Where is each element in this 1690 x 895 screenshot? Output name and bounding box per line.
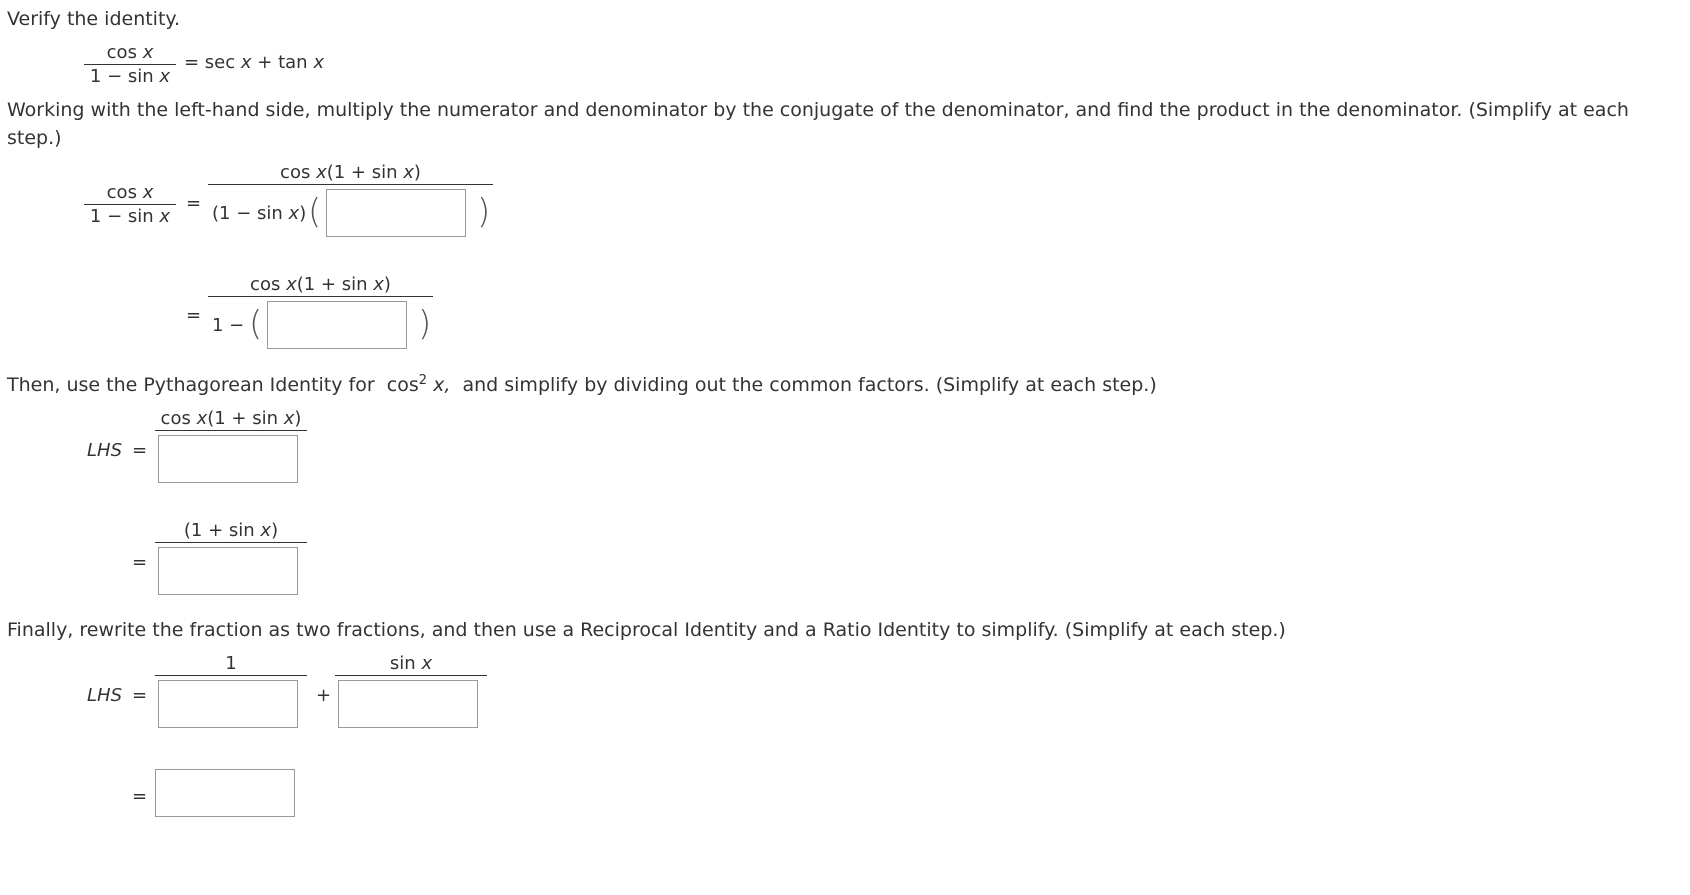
step4-denominator-answer-input[interactable]	[158, 547, 298, 595]
step5-fraction2-bar	[335, 675, 487, 676]
step5-fraction1-numerator: 1	[225, 653, 237, 674]
step5-lhs-label: LHS	[87, 685, 122, 706]
step2-fraction-bar	[208, 296, 433, 297]
step5-instruction: Finally, rewrite the fraction as two fractions, and then use a Reciprocal Identity and a Ratio Identity to simplify. (Simplify at each step.)	[7, 619, 1286, 641]
identity-fraction-bar	[84, 64, 176, 65]
identity-numerator: cos x	[106, 42, 154, 63]
step1-instruction-line1: Working with the left-hand side, multiply the numerator and denominator by the conjugate of the denominator, and find the product in the denominator. (Simplify at each	[7, 99, 1629, 121]
step5-fraction2-numerator: sin x	[389, 653, 433, 674]
step1-rhs-fraction-bar	[208, 184, 493, 185]
step1-lhs-denominator: 1 − sin x	[89, 206, 171, 227]
step3-lhs-label: LHS	[87, 440, 122, 461]
step2-denominator-prefix: 1 −	[212, 315, 245, 336]
step2-equals: =	[186, 305, 202, 326]
step6-equals: =	[132, 786, 148, 807]
step4-numerator: (1 + sin x)	[183, 520, 279, 541]
identity-rhs: = sec x + tan x	[184, 52, 324, 73]
step6-final-answer-input[interactable]	[155, 769, 295, 817]
step1-conjugate-answer-input[interactable]	[326, 189, 466, 237]
step2-close-paren: )	[418, 304, 432, 344]
step1-lhs-fraction-bar	[84, 204, 176, 205]
step2-numerator: cos x(1 + sin x)	[250, 274, 391, 295]
step3-numerator: cos x(1 + sin x)	[160, 408, 302, 429]
step3-denominator-answer-input[interactable]	[158, 435, 298, 483]
step2-open-paren: (	[249, 304, 263, 344]
step1-open-paren: (	[308, 192, 322, 232]
identity-denominator: 1 − sin x	[89, 66, 171, 87]
step5-plus-sign: +	[316, 685, 332, 706]
step4-equals: =	[132, 552, 148, 573]
step3-equals: =	[132, 440, 148, 461]
step5-fraction1-bar	[155, 675, 307, 676]
step5-equals: =	[132, 685, 148, 706]
step1-lhs-numerator: cos x	[106, 182, 154, 203]
step1-rhs-numerator: cos x(1 + sin x)	[280, 162, 421, 183]
step1-instruction-line2: step.)	[7, 127, 62, 149]
step1-close-paren: )	[477, 192, 491, 232]
step1-equals: =	[186, 193, 202, 214]
step3-fraction-bar	[155, 430, 307, 431]
step5-fraction2-denominator-input[interactable]	[338, 680, 478, 728]
step1-rhs-denominator-prefix: (1 − sin x)	[212, 203, 307, 224]
step5-fraction1-denominator-input[interactable]	[158, 680, 298, 728]
problem-prompt: Verify the identity.	[7, 8, 180, 30]
step4-fraction-bar	[155, 542, 307, 543]
step2-product-answer-input[interactable]	[267, 301, 407, 349]
step3-instruction: Then, use the Pythagorean Identity for $\cos^2 x$, and simplify by dividing out the common factors. (Simplify at each step.)	[7, 373, 1157, 396]
